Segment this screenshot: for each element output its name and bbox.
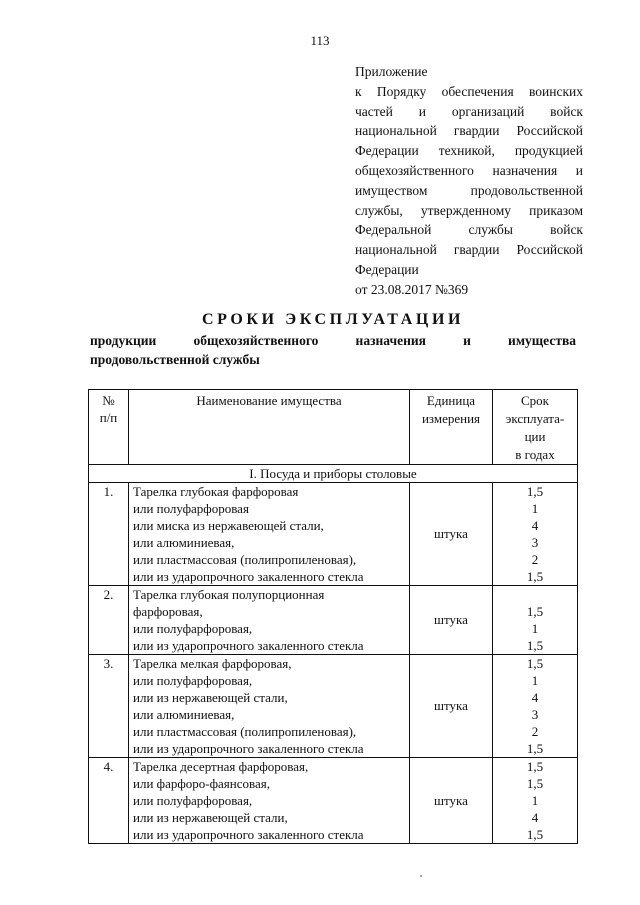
row-name	[129, 655, 410, 758]
appendix-line: к Порядку обеспечения воинских	[355, 83, 583, 99]
name-line: или из ударопрочного закаленного стекла	[133, 741, 364, 756]
term-value: 1,5	[526, 604, 544, 619]
name-line: или полуфарфоровая,	[133, 621, 253, 636]
name-line: Тарелка глубокая полупорционная	[133, 587, 325, 602]
term-value	[493, 586, 577, 603]
appendix-line: национальной гвардии Российской	[355, 123, 583, 139]
row-name	[129, 483, 410, 586]
appendix-line: Приложение	[355, 64, 428, 79]
term-value: 2	[531, 724, 539, 739]
row-unit: штука	[410, 586, 493, 655]
term-value: 1,5	[526, 656, 544, 671]
row-unit: штука	[410, 758, 493, 844]
row-terms	[493, 758, 578, 844]
name-line: или из нержавеющей стали,	[133, 810, 288, 825]
name-line: Тарелка глубокая фарфоровая	[133, 484, 299, 499]
header-term	[493, 390, 578, 465]
appendix-line: общехозяйственного назначения и	[355, 162, 583, 178]
name-line: или алюминиевая,	[133, 535, 235, 550]
row-number: 4.	[89, 758, 129, 844]
term-value: 3	[531, 535, 539, 550]
row-unit: штука	[410, 483, 493, 586]
term-value: 1,5	[526, 827, 544, 842]
row-terms	[493, 483, 578, 586]
name-line: фарфоровая,	[133, 604, 203, 619]
header-num-line: п/п	[99, 410, 118, 425]
name-line: или полуфарфоровая,	[133, 673, 253, 688]
table-row	[89, 655, 578, 758]
row-name	[129, 586, 410, 655]
section-heading: I. Посуда и приборы столовые	[89, 465, 578, 483]
name-line: Тарелка десертная фарфоровая,	[133, 759, 309, 774]
name-line: или из ударопрочного закаленного стекла	[133, 569, 364, 584]
appendix-line: службы, утвержденному приказом	[355, 202, 583, 218]
document-title: СРОКИ ЭКСПЛУАТАЦИИ	[201, 311, 465, 328]
name-line: или полуфарфоровая,	[133, 793, 253, 808]
term-value: 4	[531, 518, 539, 533]
header-num-line: №	[102, 393, 115, 408]
appendix-block	[355, 62, 583, 300]
term-value: 4	[531, 690, 539, 705]
name-line: или миска из нержавеющей стали,	[133, 518, 324, 533]
appendix-line: Федерации техникой, продукцией	[355, 143, 583, 159]
row-unit: штука	[410, 655, 493, 758]
row-number: 3.	[89, 655, 129, 758]
term-value: 4	[531, 810, 539, 825]
table-row	[89, 483, 578, 586]
name-line: или из ударопрочного закаленного стекла	[133, 638, 364, 653]
appendix-line: имуществом продовольственной	[355, 182, 583, 198]
row-name	[129, 758, 410, 844]
header-num	[89, 390, 129, 465]
header-term-line: Срок	[521, 393, 549, 408]
term-value: 1	[531, 621, 539, 636]
appendix-line: Федеральной службы войск	[355, 222, 583, 238]
subtitle-line-1: продукции общехозяйственного назначения и имущества	[90, 333, 576, 348]
header-term-line: в годах	[515, 447, 555, 462]
row-terms	[493, 586, 578, 655]
scan-speck	[420, 875, 422, 877]
term-value: 2	[531, 552, 539, 567]
term-value: 1,5	[526, 569, 544, 584]
appendix-line: частей и организаций войск	[355, 103, 583, 119]
table-row	[89, 758, 578, 844]
page-number: 113	[310, 33, 330, 48]
term-value: 1,5	[526, 741, 544, 756]
name-line: или полуфарфоровая	[133, 501, 249, 516]
term-value: 3	[531, 707, 539, 722]
term-value: 1,5	[526, 638, 544, 653]
term-value: 1	[531, 793, 539, 808]
term-value: 1,5	[526, 776, 544, 791]
section-row	[89, 465, 578, 483]
name-line: или из ударопрочного закаленного стекла	[133, 827, 364, 842]
header-unit-line: измерения	[421, 411, 481, 426]
name-line: или пластмассовая (полипропиленовая),	[133, 552, 357, 567]
name-line: или из нержавеющей стали,	[133, 690, 288, 705]
table-row	[89, 586, 578, 655]
document-subtitle	[90, 331, 576, 369]
appendix-line: национальной гвардии Российской	[355, 242, 583, 258]
name-line: или пластмассовая (полипропиленовая),	[133, 724, 357, 739]
row-number: 1.	[89, 483, 129, 586]
row-number: 2.	[89, 586, 129, 655]
header-name: Наименование имущества	[129, 390, 410, 465]
row-terms	[493, 655, 578, 758]
header-unit	[410, 390, 493, 465]
appendix-line: Федерации	[355, 261, 419, 277]
header-unit-line: Единица	[426, 393, 476, 408]
terms-table	[88, 389, 578, 844]
term-value: 1	[531, 501, 539, 516]
header-term-line: эксплуата-	[505, 411, 565, 426]
table-header-row	[89, 390, 578, 465]
appendix-line: от 23.08.2017 №369	[355, 281, 469, 297]
term-value: 1,5	[526, 759, 544, 774]
term-value: 1,5	[526, 484, 544, 499]
name-line: Тарелка мелкая фарфоровая,	[133, 656, 292, 671]
subtitle-line-2: продовольственной службы	[90, 352, 260, 367]
term-value: 1	[531, 673, 539, 688]
name-line: или фарфоро-фаянсовая,	[133, 776, 270, 791]
name-line: или алюминиевая,	[133, 707, 235, 722]
header-term-line: ции	[524, 429, 546, 444]
